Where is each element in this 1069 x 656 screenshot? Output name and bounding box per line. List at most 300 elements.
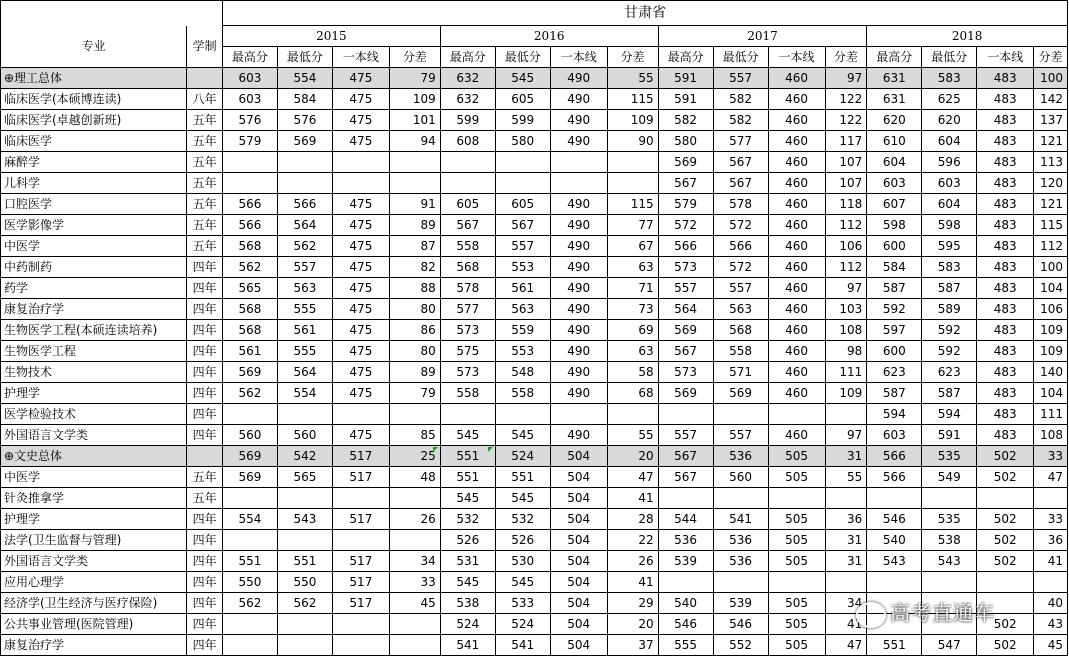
score-cell: 68 bbox=[607, 383, 658, 404]
score-cell bbox=[222, 173, 277, 194]
score-cell: 526 bbox=[440, 530, 495, 551]
score-cell bbox=[713, 572, 768, 593]
score-cell: 591 bbox=[658, 68, 713, 89]
score-cell: 475 bbox=[332, 110, 389, 131]
score-cell: 562 bbox=[277, 593, 332, 614]
major-cell: 法学(卫生监督与管理) bbox=[1, 530, 187, 551]
table-row bbox=[1, 404, 1068, 425]
score-cell: 566 bbox=[222, 194, 277, 215]
score-cell: 546 bbox=[713, 614, 768, 635]
duration-cell: 五年 bbox=[187, 173, 223, 194]
score-cell: 460 bbox=[768, 299, 825, 320]
score-cell: 562 bbox=[277, 236, 332, 257]
score-cell: 563 bbox=[277, 278, 332, 299]
score-cell: 546 bbox=[867, 509, 922, 530]
score-cell: 591 bbox=[658, 89, 713, 110]
score-cell: 568 bbox=[222, 320, 277, 341]
score-cell: 490 bbox=[550, 110, 607, 131]
score-cell: 526 bbox=[495, 530, 550, 551]
major-cell: 生物技术 bbox=[1, 362, 187, 383]
score-cell: 632 bbox=[440, 68, 495, 89]
score-cell: 569 bbox=[222, 362, 277, 383]
score-cell: 483 bbox=[977, 341, 1034, 362]
score-cell: 460 bbox=[768, 425, 825, 446]
score-cell: 111 bbox=[825, 362, 867, 383]
score-cell: 120 bbox=[1034, 173, 1068, 194]
score-cell: 599 bbox=[440, 110, 495, 131]
score-cell bbox=[495, 152, 550, 173]
score-cell: 610 bbox=[867, 131, 922, 152]
score-cell: 112 bbox=[825, 215, 867, 236]
score-cell bbox=[332, 173, 389, 194]
score-cell bbox=[277, 635, 332, 656]
score-cell: 109 bbox=[607, 110, 658, 131]
metric-header: 最低分 bbox=[922, 47, 977, 68]
duration-cell: 五年 bbox=[187, 215, 223, 236]
score-cell: 90 bbox=[607, 131, 658, 152]
major-cell: 应用心理学 bbox=[1, 572, 187, 593]
score-cell: 98 bbox=[825, 341, 867, 362]
score-cell: 566 bbox=[222, 215, 277, 236]
score-cell: 600 bbox=[867, 341, 922, 362]
score-cell: 620 bbox=[922, 110, 977, 131]
table-row bbox=[1, 383, 1068, 404]
score-cell: 504 bbox=[550, 593, 607, 614]
score-cell bbox=[867, 572, 922, 593]
score-cell: 45 bbox=[389, 593, 440, 614]
table-row bbox=[1, 131, 1068, 152]
score-cell: 573 bbox=[658, 362, 713, 383]
score-cell: 604 bbox=[867, 152, 922, 173]
province-title: 甘肃省 bbox=[222, 1, 1067, 26]
score-cell: 592 bbox=[867, 299, 922, 320]
score-cell: 490 bbox=[550, 362, 607, 383]
score-cell: 460 bbox=[768, 320, 825, 341]
score-cell: 104 bbox=[1034, 383, 1068, 404]
score-cell: 504 bbox=[550, 488, 607, 509]
score-cell: 475 bbox=[332, 320, 389, 341]
score-cell: 504 bbox=[550, 467, 607, 488]
score-cell: 551 bbox=[440, 467, 495, 488]
score-cell: 598 bbox=[867, 215, 922, 236]
score-cell: 504 bbox=[550, 572, 607, 593]
score-cell: 551 bbox=[277, 551, 332, 572]
major-cell: 口腔医学 bbox=[1, 194, 187, 215]
major-cell: 药学 bbox=[1, 278, 187, 299]
score-cell: 483 bbox=[977, 68, 1034, 89]
score-cell: 490 bbox=[550, 425, 607, 446]
score-cell: 101 bbox=[389, 110, 440, 131]
score-cell: 80 bbox=[389, 299, 440, 320]
table-row bbox=[1, 635, 1068, 656]
score-cell: 567 bbox=[440, 215, 495, 236]
wechat-icon bbox=[856, 602, 886, 628]
score-cell: 502 bbox=[977, 467, 1034, 488]
table-row bbox=[1, 320, 1068, 341]
year-header: 2016 bbox=[440, 26, 658, 47]
score-cell bbox=[277, 614, 332, 635]
score-cell: 505 bbox=[768, 467, 825, 488]
score-cell: 460 bbox=[768, 194, 825, 215]
score-cell: 568 bbox=[222, 236, 277, 257]
score-cell: 605 bbox=[495, 89, 550, 110]
score-cell: 567 bbox=[658, 446, 713, 467]
score-cell: 558 bbox=[713, 341, 768, 362]
score-cell: 555 bbox=[277, 341, 332, 362]
score-cell bbox=[658, 572, 713, 593]
score-cell bbox=[607, 173, 658, 194]
metric-header: 一本线 bbox=[768, 47, 825, 68]
score-cell: 85 bbox=[389, 425, 440, 446]
major-cell: 临床医学 bbox=[1, 131, 187, 152]
score-cell: 475 bbox=[332, 131, 389, 152]
table-row bbox=[1, 173, 1068, 194]
duration-cell: 四年 bbox=[187, 299, 223, 320]
score-cell: 490 bbox=[550, 131, 607, 152]
score-cell: 551 bbox=[867, 635, 922, 656]
duration-cell: 四年 bbox=[187, 572, 223, 593]
score-cell bbox=[389, 530, 440, 551]
score-cell: 100 bbox=[1034, 257, 1068, 278]
score-cell: 103 bbox=[825, 299, 867, 320]
score-cell: 25 bbox=[389, 446, 440, 467]
score-cell: 55 bbox=[825, 467, 867, 488]
score-cell bbox=[332, 404, 389, 425]
score-cell: 115 bbox=[607, 89, 658, 110]
score-cell: 69 bbox=[607, 320, 658, 341]
score-cell: 543 bbox=[922, 551, 977, 572]
score-cell: 558 bbox=[440, 383, 495, 404]
major-cell: 康复治疗学 bbox=[1, 299, 187, 320]
score-cell: 490 bbox=[550, 68, 607, 89]
metric-header: 分差 bbox=[389, 47, 440, 68]
year-header: 2015 bbox=[222, 26, 440, 47]
score-cell: 561 bbox=[495, 278, 550, 299]
score-cell: 490 bbox=[550, 257, 607, 278]
table-row bbox=[1, 488, 1068, 509]
score-cell: 115 bbox=[607, 194, 658, 215]
score-cell: 536 bbox=[713, 551, 768, 572]
score-cell: 79 bbox=[389, 383, 440, 404]
score-cell: 113 bbox=[1034, 152, 1068, 173]
score-cell: 563 bbox=[495, 299, 550, 320]
score-cell bbox=[277, 404, 332, 425]
score-cell: 623 bbox=[922, 362, 977, 383]
score-cell bbox=[222, 530, 277, 551]
score-cell: 584 bbox=[277, 89, 332, 110]
score-cell: 553 bbox=[495, 257, 550, 278]
score-cell: 545 bbox=[495, 425, 550, 446]
score-cell: 569 bbox=[658, 383, 713, 404]
score-cell: 587 bbox=[922, 383, 977, 404]
score-cell: 109 bbox=[825, 383, 867, 404]
score-cell: 592 bbox=[922, 341, 977, 362]
table-row bbox=[1, 425, 1068, 446]
score-cell: 475 bbox=[332, 362, 389, 383]
score-cell: 587 bbox=[867, 278, 922, 299]
score-cell: 524 bbox=[495, 446, 550, 467]
score-cell bbox=[277, 530, 332, 551]
metric-header: 一本线 bbox=[332, 47, 389, 68]
score-cell: 571 bbox=[713, 362, 768, 383]
score-cell: 594 bbox=[867, 404, 922, 425]
score-cell: 517 bbox=[332, 593, 389, 614]
score-cell: 568 bbox=[713, 320, 768, 341]
table-row bbox=[1, 68, 1068, 89]
score-cell: 538 bbox=[922, 530, 977, 551]
score-cell bbox=[389, 152, 440, 173]
score-cell: 536 bbox=[713, 530, 768, 551]
score-cell: 569 bbox=[658, 152, 713, 173]
duration-cell: 四年 bbox=[187, 614, 223, 635]
score-cell: 43 bbox=[1034, 614, 1068, 635]
duration-cell: 五年 bbox=[187, 194, 223, 215]
score-cell: 91 bbox=[389, 194, 440, 215]
score-cell bbox=[550, 173, 607, 194]
major-cell: 护理学 bbox=[1, 383, 187, 404]
score-cell: 536 bbox=[713, 446, 768, 467]
score-cell bbox=[495, 404, 550, 425]
major-cell: 外国语言文学类 bbox=[1, 551, 187, 572]
score-cell: 567 bbox=[658, 341, 713, 362]
score-cell: 41 bbox=[607, 488, 658, 509]
score-cell: 567 bbox=[713, 152, 768, 173]
score-cell: 483 bbox=[977, 404, 1034, 425]
score-cell: 573 bbox=[440, 320, 495, 341]
score-cell: 63 bbox=[607, 341, 658, 362]
score-cell: 603 bbox=[867, 173, 922, 194]
score-cell: 504 bbox=[550, 551, 607, 572]
score-cell: 31 bbox=[825, 446, 867, 467]
score-cell: 530 bbox=[495, 551, 550, 572]
metric-header: 一本线 bbox=[977, 47, 1034, 68]
score-cell: 555 bbox=[658, 635, 713, 656]
score-cell: 31 bbox=[825, 551, 867, 572]
score-cell: 475 bbox=[332, 383, 389, 404]
score-cell: 545 bbox=[440, 425, 495, 446]
score-cell: 112 bbox=[1034, 236, 1068, 257]
score-cell: 28 bbox=[607, 509, 658, 530]
score-cell: 460 bbox=[768, 383, 825, 404]
score-cell: 532 bbox=[440, 509, 495, 530]
score-cell: 111 bbox=[1034, 404, 1068, 425]
score-cell: 564 bbox=[658, 299, 713, 320]
table-row bbox=[1, 194, 1068, 215]
score-cell: 20 bbox=[607, 446, 658, 467]
watermark bbox=[856, 598, 1066, 628]
metric-header: 分差 bbox=[825, 47, 867, 68]
score-cell: 551 bbox=[440, 446, 495, 467]
major-cell: 儿科学 bbox=[1, 173, 187, 194]
score-cell: 631 bbox=[867, 89, 922, 110]
metric-header: 最低分 bbox=[495, 47, 550, 68]
score-cell: 545 bbox=[440, 488, 495, 509]
score-cell: 26 bbox=[389, 509, 440, 530]
score-cell bbox=[867, 488, 922, 509]
score-cell: 490 bbox=[550, 278, 607, 299]
score-cell: 475 bbox=[332, 89, 389, 110]
score-cell: 22 bbox=[607, 530, 658, 551]
score-cell: 483 bbox=[977, 89, 1034, 110]
score-cell: 97 bbox=[825, 278, 867, 299]
score-cell: 552 bbox=[713, 635, 768, 656]
score-cell: 33 bbox=[1034, 509, 1068, 530]
score-cell: 587 bbox=[867, 383, 922, 404]
score-cell: 80 bbox=[389, 341, 440, 362]
score-cell: 475 bbox=[332, 215, 389, 236]
score-cell: 591 bbox=[922, 425, 977, 446]
score-cell: 555 bbox=[277, 299, 332, 320]
score-cell bbox=[825, 404, 867, 425]
score-cell: 541 bbox=[713, 509, 768, 530]
table-row bbox=[1, 572, 1068, 593]
score-cell bbox=[332, 152, 389, 173]
duration-cell: 五年 bbox=[187, 236, 223, 257]
score-cell: 109 bbox=[1034, 341, 1068, 362]
table-row bbox=[1, 509, 1068, 530]
score-cell: 504 bbox=[550, 614, 607, 635]
score-cell: 460 bbox=[768, 341, 825, 362]
score-cell: 33 bbox=[1034, 446, 1068, 467]
year-header: 2017 bbox=[658, 26, 867, 47]
score-cell: 603 bbox=[922, 173, 977, 194]
score-cell: 475 bbox=[332, 425, 389, 446]
duration-cell: 四年 bbox=[187, 593, 223, 614]
score-cell: 599 bbox=[495, 110, 550, 131]
major-cell: 公共事业管理(医院管理) bbox=[1, 614, 187, 635]
duration-cell: 四年 bbox=[187, 530, 223, 551]
score-cell: 607 bbox=[867, 194, 922, 215]
year-header: 2018 bbox=[867, 26, 1068, 47]
score-cell: 483 bbox=[977, 257, 1034, 278]
score-cell: 547 bbox=[922, 635, 977, 656]
score-cell: 582 bbox=[713, 110, 768, 131]
score-cell: 569 bbox=[658, 320, 713, 341]
score-cell: 573 bbox=[440, 362, 495, 383]
score-cell: 122 bbox=[825, 110, 867, 131]
duration-cell: 八年 bbox=[187, 89, 223, 110]
score-cell: 531 bbox=[440, 551, 495, 572]
score-cell: 577 bbox=[440, 299, 495, 320]
score-cell: 502 bbox=[977, 551, 1034, 572]
major-cell: 生物医学工程(本硕连读培养) bbox=[1, 320, 187, 341]
score-cell: 595 bbox=[922, 236, 977, 257]
duration-cell: 五年 bbox=[187, 467, 223, 488]
score-cell bbox=[768, 488, 825, 509]
score-cell: 460 bbox=[768, 257, 825, 278]
score-cell: 567 bbox=[658, 173, 713, 194]
score-cell: 34 bbox=[825, 593, 867, 614]
table-row bbox=[1, 530, 1068, 551]
score-cell: 45 bbox=[1034, 635, 1068, 656]
duration-cell: 四年 bbox=[187, 341, 223, 362]
major-cell: 经济学(卫生经济与医疗保险) bbox=[1, 593, 187, 614]
score-cell: 605 bbox=[440, 194, 495, 215]
score-cell: 566 bbox=[713, 236, 768, 257]
score-cell: 29 bbox=[607, 593, 658, 614]
duration-cell: 四年 bbox=[187, 551, 223, 572]
score-cell: 483 bbox=[977, 152, 1034, 173]
score-cell: 121 bbox=[1034, 194, 1068, 215]
score-cell: 542 bbox=[277, 446, 332, 467]
score-cell: 562 bbox=[222, 257, 277, 278]
score-cell: 31 bbox=[825, 530, 867, 551]
duration-cell: 四年 bbox=[187, 383, 223, 404]
score-cell: 539 bbox=[658, 551, 713, 572]
score-cell: 572 bbox=[713, 257, 768, 278]
score-cell: 97 bbox=[825, 68, 867, 89]
score-cell: 94 bbox=[389, 131, 440, 152]
score-cell: 543 bbox=[867, 551, 922, 572]
score-cell: 538 bbox=[440, 593, 495, 614]
score-cell bbox=[713, 488, 768, 509]
duration-cell: 五年 bbox=[187, 131, 223, 152]
score-cell bbox=[277, 173, 332, 194]
score-cell: 561 bbox=[277, 320, 332, 341]
score-cell: 545 bbox=[495, 488, 550, 509]
score-cell bbox=[389, 488, 440, 509]
score-cell: 106 bbox=[825, 236, 867, 257]
score-cell: 483 bbox=[977, 278, 1034, 299]
score-cell: 559 bbox=[495, 320, 550, 341]
watermark-text: 高考直通车 bbox=[890, 601, 995, 625]
score-cell: 86 bbox=[389, 320, 440, 341]
score-cell: 63 bbox=[607, 257, 658, 278]
score-cell: 550 bbox=[277, 572, 332, 593]
score-cell bbox=[550, 152, 607, 173]
score-cell bbox=[495, 173, 550, 194]
duration-cell: 四年 bbox=[187, 278, 223, 299]
score-cell bbox=[1034, 572, 1068, 593]
score-cell: 565 bbox=[222, 278, 277, 299]
score-cell: 483 bbox=[977, 320, 1034, 341]
cell-marker bbox=[488, 447, 493, 452]
table-row bbox=[1, 215, 1068, 236]
metric-header: 最低分 bbox=[277, 47, 332, 68]
score-cell: 536 bbox=[658, 530, 713, 551]
major-cell: 医学影像学 bbox=[1, 215, 187, 236]
metric-header: 最高分 bbox=[222, 47, 277, 68]
score-cell: 490 bbox=[550, 236, 607, 257]
major-cell: 中医学 bbox=[1, 236, 187, 257]
score-cell: 569 bbox=[222, 446, 277, 467]
score-cell: 26 bbox=[607, 551, 658, 572]
score-cell bbox=[389, 614, 440, 635]
score-cell: 517 bbox=[332, 446, 389, 467]
score-cell: 562 bbox=[222, 383, 277, 404]
score-cell: 566 bbox=[658, 236, 713, 257]
score-cell: 578 bbox=[713, 194, 768, 215]
score-cell bbox=[658, 488, 713, 509]
score-cell: 573 bbox=[658, 257, 713, 278]
score-cell: 490 bbox=[550, 215, 607, 236]
score-cell: 142 bbox=[1034, 89, 1068, 110]
score-cell: 554 bbox=[222, 509, 277, 530]
score-cell: 502 bbox=[977, 509, 1034, 530]
score-cell: 582 bbox=[713, 89, 768, 110]
score-cell bbox=[768, 404, 825, 425]
score-cell: 576 bbox=[277, 110, 332, 131]
score-cell: 490 bbox=[550, 341, 607, 362]
score-cell bbox=[440, 152, 495, 173]
score-cell: 557 bbox=[658, 278, 713, 299]
score-cell: 36 bbox=[825, 509, 867, 530]
score-cell: 539 bbox=[713, 593, 768, 614]
score-cell: 460 bbox=[768, 362, 825, 383]
score-cell: 97 bbox=[825, 425, 867, 446]
table-row bbox=[1, 446, 1068, 467]
score-cell: 560 bbox=[713, 467, 768, 488]
